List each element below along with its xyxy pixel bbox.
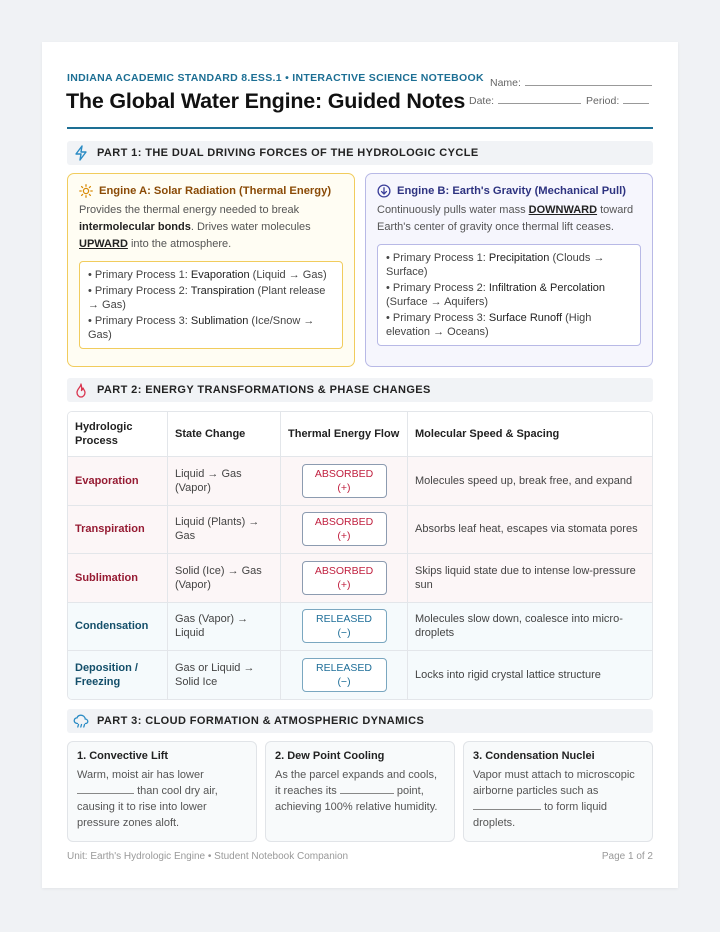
engine-a-heading: [79, 184, 343, 198]
page-number: Page 1 of 2: [601, 851, 653, 862]
column-header: Hydrologic Process: [75, 421, 133, 447]
energy-flow-cell: [280, 651, 407, 699]
engine-b-process-list: [377, 244, 641, 346]
fill-in-blank[interactable]: [340, 784, 394, 794]
period-field[interactable]: [586, 94, 649, 107]
molecular-behavior: Locks into rigid crystal lattice structure: [407, 651, 652, 699]
part2-title: PART 2: ENERGY TRANSFORMATIONS & PHASE CHANGES: [97, 384, 431, 396]
part3-header: [67, 709, 653, 733]
card-title: 2. Dew Point Cooling: [275, 750, 385, 762]
released-badge: RELEASED (−): [302, 658, 387, 692]
engine-b-description: Continuously pulls water mass DOWNWARD toward Earth's center of gravity once thermal lift ceases.: [377, 204, 634, 233]
molecular-behavior: Absorbs leaf heat, escapes via stomata pores: [407, 506, 652, 554]
period-label: Period:: [586, 95, 620, 107]
lightning-icon: [73, 145, 89, 161]
card-text: Warm, moist air has lower than cool dry air, causing it to rise into lower pressure zones aloft.: [77, 769, 218, 829]
fill-in-blank[interactable]: [473, 800, 541, 810]
state-change: Solid (Ice) → Gas (Vapor): [167, 554, 280, 602]
header-divider: [67, 127, 653, 129]
notebook-page: [42, 42, 678, 888]
table-row: [68, 602, 652, 651]
table-header-row: [68, 412, 652, 456]
cloud-formation-cards: [67, 741, 653, 842]
engine-a-bold-term: intermolecular bonds: [79, 221, 191, 233]
state-change: Liquid (Plants) → Gas: [167, 506, 280, 554]
part3-title: PART 3: CLOUD FORMATION & ATMOSPHERIC DYNAMICS: [97, 715, 425, 727]
card-text: As the parcel expands and cools, it reaches its point, achieving 100% relative humidity.: [275, 769, 438, 813]
engine-a-description: Provides the thermal energy needed to break intermolecular bonds. Drives water molecules UPWARD into the atmosphere.: [79, 204, 311, 250]
engine-a-title: Engine A: Solar Radiation (Thermal Energy): [99, 185, 332, 197]
sun-icon: [79, 184, 93, 198]
process-name: Sublimation: [75, 571, 138, 584]
state-change: Gas or Liquid → Solid Ice: [167, 651, 280, 699]
name-label: Name:: [490, 77, 521, 89]
table-row: [68, 456, 652, 505]
energy-flow-cell: [280, 554, 407, 602]
process-name: Condensation: [75, 620, 149, 633]
energy-flow-cell: [280, 603, 407, 651]
convective-lift-card: [67, 741, 257, 842]
period-blank[interactable]: [623, 94, 649, 104]
list-item: • Primary Process 1: Precipitation (Clouds → Surface): [386, 251, 605, 278]
energy-flow-cell: [280, 457, 407, 505]
list-item: • Primary Process 2: Transpiration (Plant release → Gas): [88, 284, 326, 311]
card-title: 1. Convective Lift: [77, 750, 169, 762]
standard-label: INDIANA ACADEMIC STANDARD 8.ESS.1 • INTERACTIVE SCIENCE NOTEBOOK: [67, 72, 484, 84]
engine-b-title: Engine B: Earth's Gravity (Mechanical Pull): [397, 185, 626, 197]
state-change: Gas (Vapor) → Liquid: [167, 603, 280, 651]
engine-a-card: [67, 173, 355, 367]
list-item: • Primary Process 1: Evaporation (Liquid → Gas): [88, 268, 327, 281]
date-field[interactable]: [469, 94, 581, 107]
molecular-behavior: Molecules speed up, break free, and expand: [407, 457, 652, 505]
date-blank[interactable]: [498, 94, 581, 104]
state-change: Liquid → Gas (Vapor): [167, 457, 280, 505]
column-header: Molecular Speed & Spacing: [407, 412, 652, 456]
dew-point-card: [265, 741, 455, 842]
column-header: State Change: [167, 412, 280, 456]
table-row: [68, 505, 652, 554]
table-row: [68, 553, 652, 602]
process-name: Deposition / Freezing: [75, 661, 138, 688]
name-blank[interactable]: [525, 76, 652, 86]
column-header: Thermal Energy Flow: [280, 412, 407, 456]
engine-a-direction: UPWARD: [79, 238, 128, 250]
footer-unit: Unit: Earth's Hydrologic Engine • Student Notebook Companion: [67, 851, 349, 862]
table-row: [68, 650, 652, 699]
molecular-behavior: Skips liquid state due to intense low-pressure sun: [407, 554, 652, 602]
fill-in-blank[interactable]: [77, 784, 134, 794]
list-item: • Primary Process 2: Infiltration & Percolation (Surface → Aquifers): [386, 281, 606, 308]
part2-header: [67, 378, 653, 402]
page-title: The Global Water Engine: Guided Notes: [66, 89, 466, 113]
condensation-nuclei-card: [463, 741, 653, 842]
date-label: Date:: [469, 95, 495, 107]
absorbed-badge: ABSORBED (+): [302, 512, 387, 546]
part1-header: [67, 141, 653, 165]
engine-a-process-list: [79, 261, 343, 349]
list-item: • Primary Process 3: Sublimation (Ice/Snow → Gas): [88, 314, 315, 341]
engine-b-heading: [377, 184, 641, 198]
name-field[interactable]: [490, 76, 652, 89]
flame-icon: [73, 382, 89, 398]
absorbed-badge: ABSORBED (+): [302, 561, 387, 595]
process-name: Transpiration: [75, 523, 145, 536]
part1-title: PART 1: THE DUAL DRIVING FORCES OF THE HYDROLOGIC CYCLE: [97, 147, 479, 159]
card-text: Vapor must attach to microscopic airborne particles such as to form liquid droplets.: [473, 769, 635, 829]
card-title: 3. Condensation Nuclei: [473, 750, 595, 762]
down-arrow-circle-icon: [377, 184, 391, 198]
cloud-rain-icon: [73, 713, 89, 729]
engine-b-direction: DOWNWARD: [528, 204, 598, 216]
list-item: • Primary Process 3: Surface Runoff (High elevation → Oceans): [386, 311, 592, 338]
process-name: Evaporation: [75, 474, 139, 487]
released-badge: RELEASED (−): [302, 609, 387, 643]
phase-change-table: [67, 411, 653, 700]
energy-flow-cell: [280, 506, 407, 554]
molecular-behavior: Molecules slow down, coalesce into micro-droplets: [407, 603, 652, 651]
engine-b-card: [365, 173, 653, 367]
absorbed-badge: ABSORBED (+): [302, 464, 387, 498]
